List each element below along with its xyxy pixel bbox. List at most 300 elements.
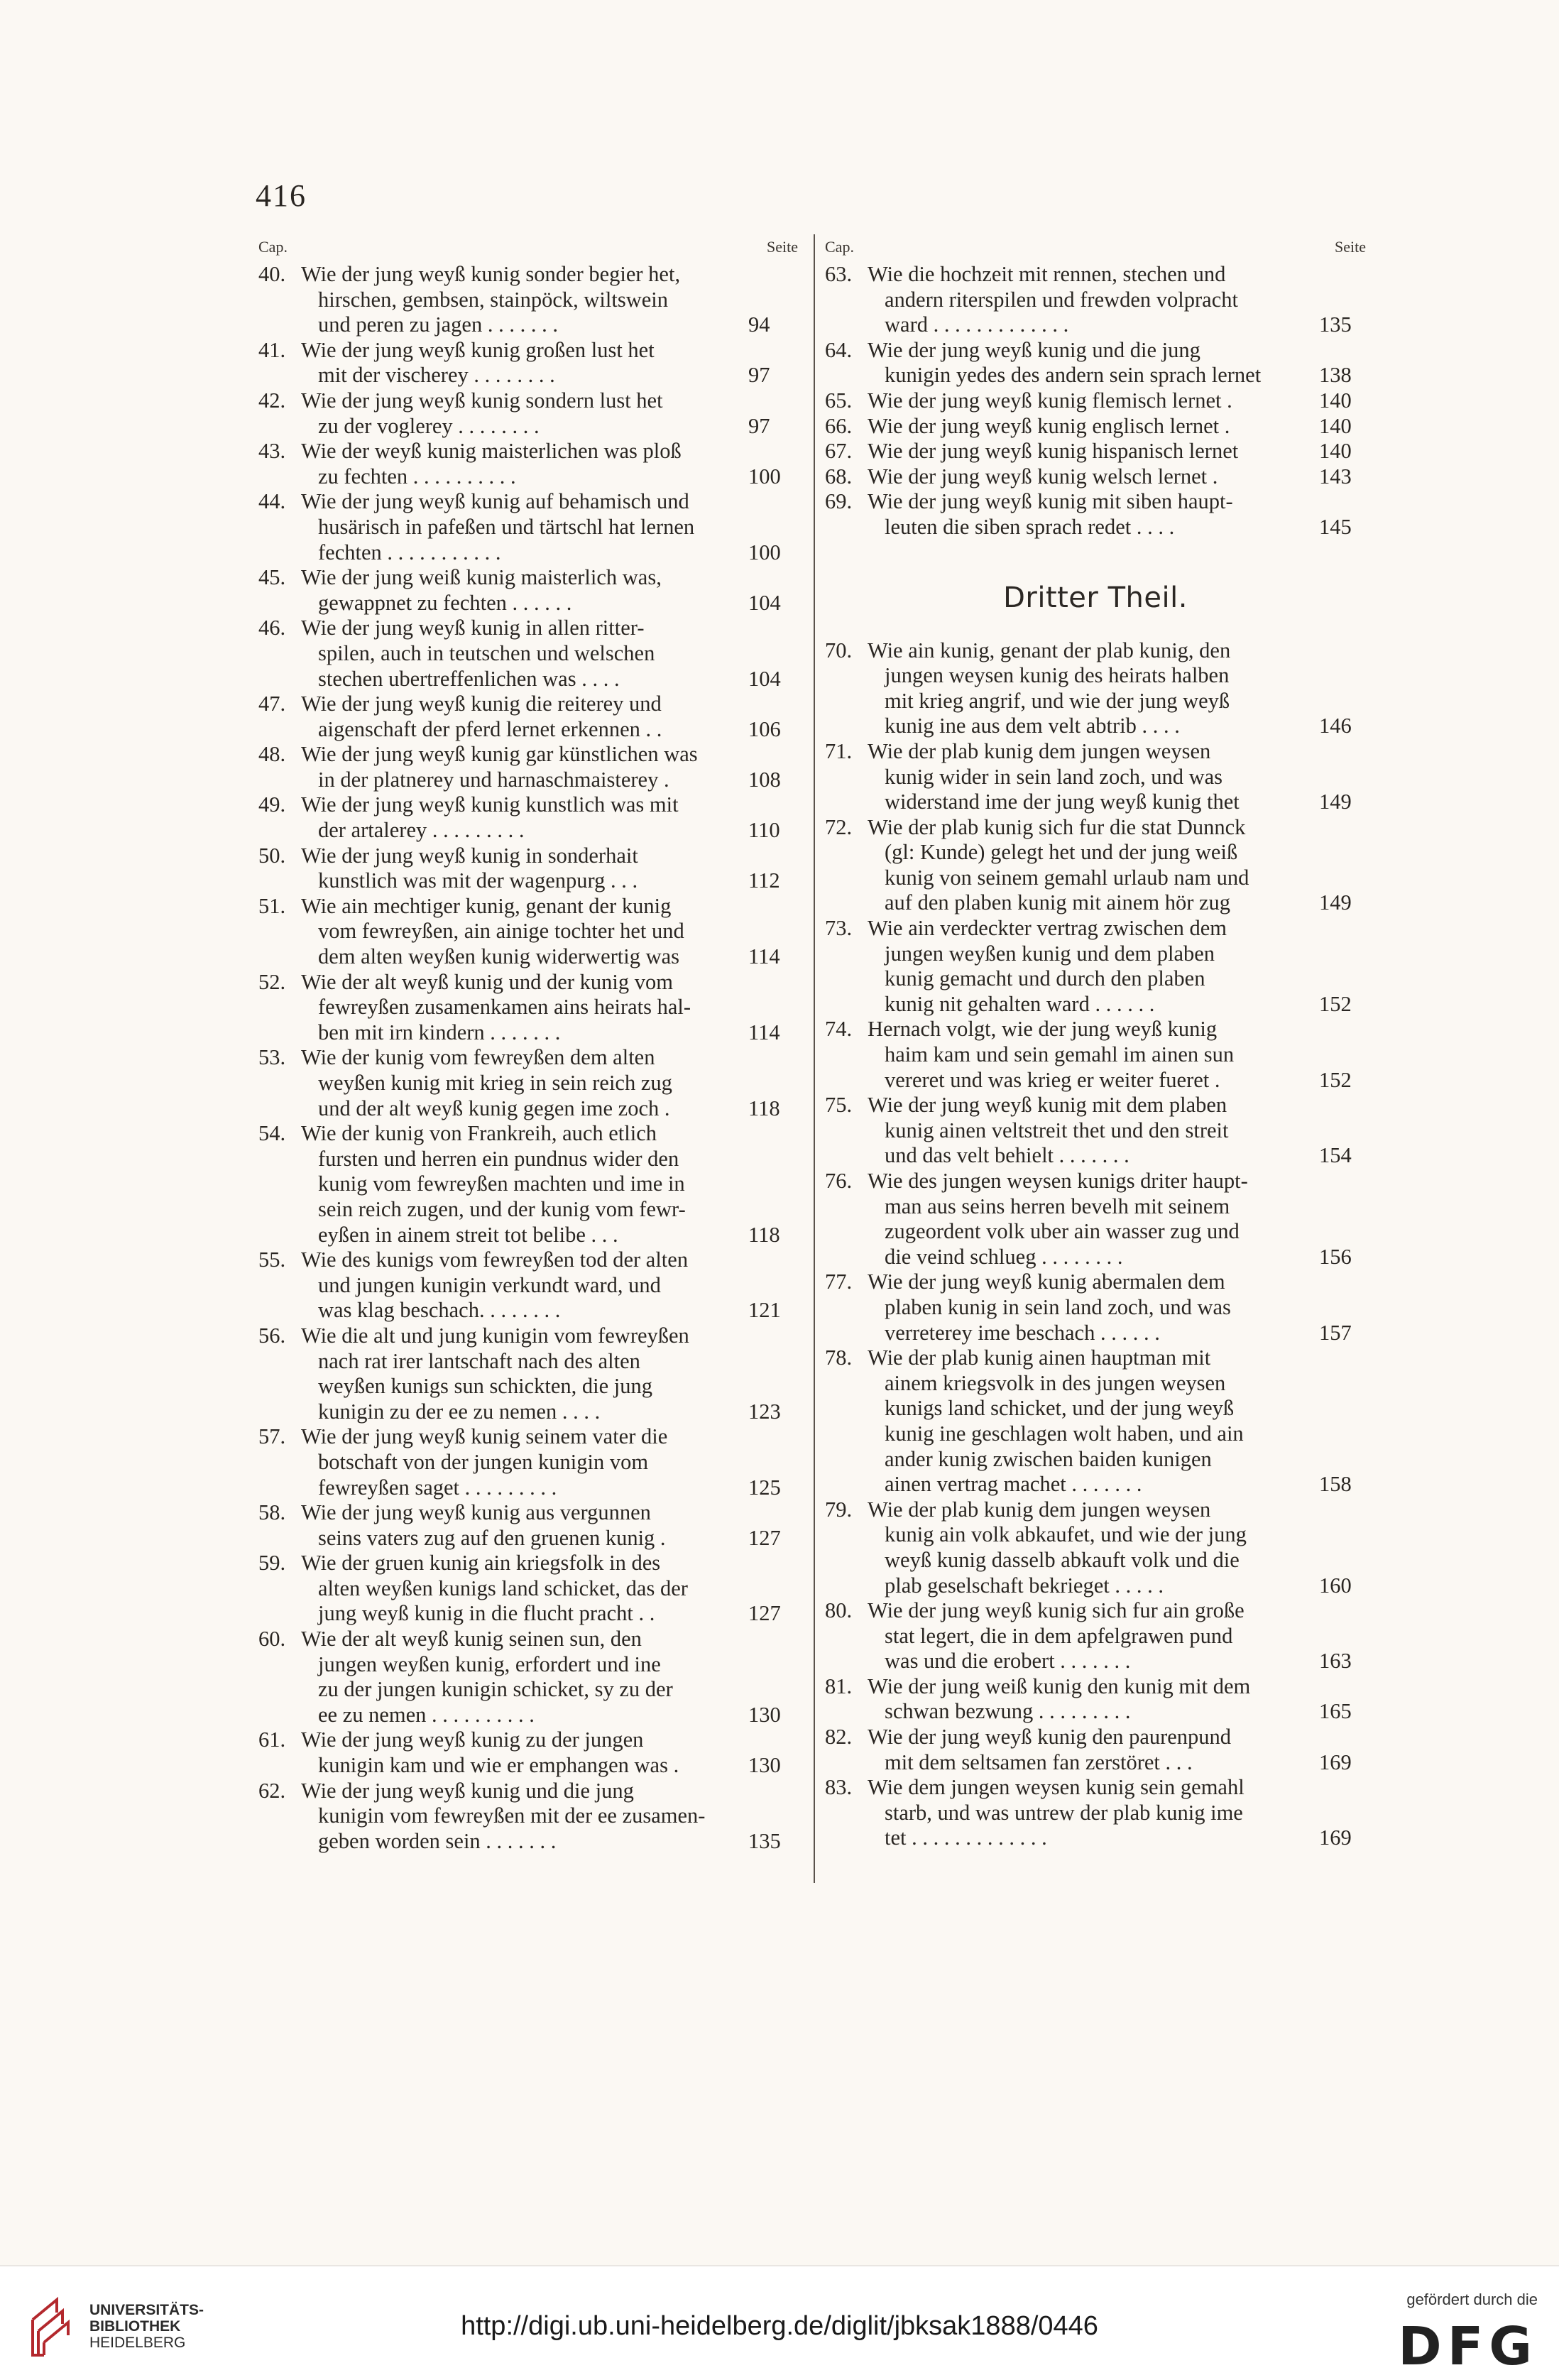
toc-entry xyxy=(258,338,798,388)
chapter-title-line: alten weyßen kunigs land schicket, das der xyxy=(318,1576,688,1600)
chapter-title-line: vereret und was krieg er weiter fueret . xyxy=(885,1067,1220,1092)
chapter-title-line: Wie der plab kunig dem jungen weysen xyxy=(868,1497,1211,1522)
page-reference: 165 xyxy=(1319,1699,1352,1724)
page-reference: 127 xyxy=(748,1525,781,1550)
chapter-number: 49. xyxy=(258,792,286,817)
chapter-number: 73. xyxy=(825,916,853,941)
chapter-number: 70. xyxy=(825,638,853,662)
chapter-title-line: zu fechten . . . . . . . . . . xyxy=(318,464,516,488)
chapter-title xyxy=(301,1424,798,1500)
chapter-title xyxy=(868,414,1366,440)
chapter-title-line: ben mit irn kindern . . . . . . . xyxy=(318,1020,561,1044)
chapter-title-line: und der alt weyß kunig gegen ime zoch . xyxy=(318,1096,670,1120)
chapter-title-line: Wie der jung weyß kunig die reiterey und xyxy=(301,692,662,716)
chapter-title-line: Wie ain verdeckter vertrag zwischen dem xyxy=(868,916,1227,941)
toc-entry xyxy=(825,1169,1366,1270)
chapter-number: 79. xyxy=(825,1497,853,1522)
chapter-title-line: Wie der jung weyß kunig in allen ritter- xyxy=(301,616,645,640)
chapter-title-line: fewreyßen zusamenkamen ains heirats hal- xyxy=(318,995,691,1020)
page-reference: 118 xyxy=(748,1222,780,1247)
chapter-title xyxy=(868,388,1366,414)
toc-entry xyxy=(825,638,1366,739)
chapter-title-line: Wie des kunigs vom fewreyßen tod der alten xyxy=(301,1248,689,1272)
toc-entry xyxy=(825,262,1366,338)
page-reference: 149 xyxy=(1319,790,1352,814)
chapter-title-line: die veind schlueg . . . . . . . . xyxy=(885,1244,1123,1269)
chapter-title-line: fursten und herren ein pundnus wider den xyxy=(318,1146,679,1171)
chapter-title-line: Wie der jung weyß kunig in sonderhait xyxy=(301,843,638,868)
chapter-title xyxy=(301,439,798,489)
toc-entry xyxy=(825,388,1366,414)
page-reference: 104 xyxy=(748,590,781,615)
chapter-title-line: Wie der jung weyß kunig abermalen dem xyxy=(868,1270,1225,1294)
chapter-number: 62. xyxy=(258,1778,286,1803)
chapter-title xyxy=(868,815,1366,916)
column-header xyxy=(258,238,798,262)
chapter-title xyxy=(868,262,1366,338)
toc-entry xyxy=(258,692,798,742)
chapter-title xyxy=(868,1775,1366,1851)
chapter-title-line: in der platnerey und harnaschmaisterey . xyxy=(318,767,669,792)
page-reference: 97 xyxy=(748,363,770,388)
toc-entry xyxy=(825,1674,1366,1725)
chapter-title xyxy=(301,388,798,439)
chapter-title-line: und jungen kunigin verkundt ward, und xyxy=(318,1272,661,1297)
toc-entry xyxy=(258,565,798,616)
page-reference: 158 xyxy=(1319,1472,1352,1497)
toc-entries xyxy=(258,262,798,1854)
chapter-title-line: Wie der jung weyß kunig sondern lust het xyxy=(301,388,663,413)
chapter-title-line: gewappnet zu fechten . . . . . . xyxy=(318,590,572,615)
chapter-title xyxy=(301,1727,798,1778)
chapter-title-line: Wie die alt und jung kunigin vom fewreyßen xyxy=(301,1323,689,1348)
page-reference: 114 xyxy=(748,944,780,969)
chapter-title-line: kunig wider in sein land zoch, und was xyxy=(885,764,1223,789)
page-reference: 135 xyxy=(748,1828,781,1853)
chapter-title xyxy=(868,1169,1366,1270)
chapter-title-line: jungen weyßen kunig, erfordert und ine xyxy=(318,1652,661,1676)
toc-entry xyxy=(825,1598,1366,1674)
chapter-title-line: ainem kriegsvolk in des jungen weysen xyxy=(885,1370,1226,1395)
chapter-title-line: (gl: Kunde) gelegt het und der jung weiß xyxy=(885,840,1238,865)
chapter-title-line: Wie ain kunig, genant der plab kunig, den xyxy=(868,638,1231,662)
toc-entry xyxy=(258,1727,798,1778)
chapter-title-line: kunig ine geschlagen wolt haben, und ain xyxy=(885,1421,1244,1446)
chapter-title xyxy=(301,1045,798,1121)
chapter-title-line: weyßen kunigs sun schickten, die jung xyxy=(318,1374,652,1399)
toc-entry xyxy=(825,1725,1366,1775)
chapter-title-line: Wie der plab kunig dem jungen weysen xyxy=(868,738,1211,763)
toc-entry xyxy=(258,792,798,843)
page-reference: 123 xyxy=(748,1399,781,1424)
chapter-number: 80. xyxy=(825,1598,853,1623)
page-reference: 106 xyxy=(748,716,781,741)
chapter-title-line: Wie die hochzeit mit rennen, stechen und xyxy=(868,262,1226,286)
chapter-title xyxy=(301,1779,798,1855)
page-reference: 94 xyxy=(748,312,770,337)
chapter-title-line: ander kunig zwischen baiden kunigen xyxy=(885,1446,1212,1471)
chapter-title-line: Wie der jung weyß kunig und die jung xyxy=(868,337,1200,362)
chapter-title-line: kunig vom fewreyßen machten und ime in xyxy=(318,1172,685,1196)
toc-entry xyxy=(825,489,1366,540)
chapter-title-line: Wie der plab kunig sich fur die stat Dunnck xyxy=(868,814,1246,839)
toc-entry xyxy=(825,739,1366,815)
chapter-title xyxy=(301,1551,798,1627)
chapter-title-line: kunigs land schicket, und der jung weyß xyxy=(885,1396,1235,1421)
chapter-title xyxy=(301,1627,798,1727)
chapter-title-line: kunig ainen veltstreit thet und den streit xyxy=(885,1118,1229,1142)
chapter-title xyxy=(301,894,798,970)
chapter-title-line: seins vaters zug auf den gruenen kunig . xyxy=(318,1525,666,1550)
chapter-title xyxy=(301,742,798,792)
chapter-number: 66. xyxy=(825,413,853,438)
chapter-number: 52. xyxy=(258,969,286,994)
chapter-title-line: zu der jungen kunigin schicket, sy zu der xyxy=(318,1677,673,1702)
chapter-title xyxy=(868,1598,1366,1674)
dfg-logo: DFG xyxy=(1398,2316,1538,2377)
chapter-title xyxy=(868,338,1366,388)
toc-entries xyxy=(825,262,1366,540)
toc-entry xyxy=(825,464,1366,490)
chapter-title xyxy=(868,1093,1366,1169)
toc-entry xyxy=(258,388,798,439)
toc-left-column xyxy=(258,238,798,1854)
toc-entry xyxy=(825,1270,1366,1345)
chapter-title-line: Wie der jung weyß kunig seinem vater die xyxy=(301,1424,668,1449)
chapter-title-line: jungen weyßen kunig und dem plaben xyxy=(885,941,1215,966)
chapter-title-line: Wie der kunig vom fewreyßen dem alten xyxy=(301,1045,655,1070)
chapter-title-line: Wie der alt weyß kunig seinen sun, den xyxy=(301,1627,642,1652)
page-reference: 140 xyxy=(1319,439,1352,464)
chapter-title-line: und peren zu jagen . . . . . . . xyxy=(318,312,558,337)
chapter-title xyxy=(868,638,1366,739)
page-reference: 143 xyxy=(1319,464,1352,488)
toc-entry xyxy=(258,1248,798,1323)
toc-entry xyxy=(258,1627,798,1727)
page-reference: 152 xyxy=(1319,1067,1352,1092)
chapter-number: 68. xyxy=(825,464,853,488)
page-reference: 169 xyxy=(1319,1749,1352,1774)
chapter-title-line: kunig gemacht und durch den plaben xyxy=(885,966,1205,991)
page-number: 416 xyxy=(256,178,307,213)
chapter-title-line: husärisch in pafeßen und tärtschl hat lernen xyxy=(318,514,695,539)
seite-header: Seite xyxy=(767,238,798,256)
toc-entry xyxy=(258,1121,798,1248)
chapter-title-line: stat legert, die in dem apfelgrawen pund xyxy=(885,1623,1233,1648)
toc-entry xyxy=(825,439,1366,464)
toc-entry xyxy=(825,815,1366,916)
chapter-title-line: ward . . . . . . . . . . . . . xyxy=(885,312,1069,337)
chapter-title xyxy=(301,692,798,742)
chapter-title xyxy=(868,1674,1366,1725)
chapter-title-line: kunig ine aus dem velt abtrib . . . . xyxy=(885,714,1180,738)
chapter-title xyxy=(301,1248,798,1323)
chapter-title-line: Wie der plab kunig ainen hauptman mit xyxy=(868,1345,1211,1370)
cap-header: Cap. xyxy=(258,238,288,256)
chapter-title xyxy=(868,464,1366,490)
toc-entry xyxy=(258,1323,798,1424)
chapter-title-line: Wie der jung weyß kunig gar künstlichen was xyxy=(301,742,698,767)
toc-entry xyxy=(258,844,798,894)
column-header xyxy=(825,238,1366,262)
chapter-title xyxy=(301,844,798,894)
chapter-title-line: plab geselschaft bekrieget . . . . . xyxy=(885,1573,1164,1598)
toc-entry xyxy=(258,970,798,1046)
chapter-title-line: Wie der jung weyß kunig und die jung xyxy=(301,1778,634,1803)
page-reference: 169 xyxy=(1319,1825,1352,1850)
chapter-title-line: stechen ubertreffenlichen was . . . . xyxy=(318,666,620,691)
chapter-title xyxy=(301,338,798,388)
chapter-number: 67. xyxy=(825,439,853,464)
chapter-number: 51. xyxy=(258,893,286,918)
chapter-title-line: botschaft von der jungen kunigin vom xyxy=(318,1449,649,1474)
toc-entry xyxy=(258,1045,798,1121)
chapter-number: 47. xyxy=(258,692,286,716)
chapter-number: 65. xyxy=(825,388,853,413)
page-reference: 127 xyxy=(748,1601,781,1626)
page-reference: 149 xyxy=(1319,890,1352,915)
chapter-number: 69. xyxy=(825,489,853,514)
chapter-title-line: tet . . . . . . . . . . . . . xyxy=(885,1825,1047,1850)
page-reference: 97 xyxy=(748,413,770,438)
chapter-title-line: nach rat irer lantschaft nach des alten xyxy=(318,1348,640,1373)
chapter-title-line: was und die erobert . . . . . . . xyxy=(885,1649,1131,1674)
toc-entry xyxy=(825,1497,1366,1598)
chapter-title-line: Wie der jung weyß kunig großen lust het xyxy=(301,337,655,362)
chapter-number: 53. xyxy=(258,1045,286,1070)
chapter-number: 78. xyxy=(825,1345,853,1370)
chapter-title-line: Wie der jung weyß kunig den paurenpund xyxy=(868,1725,1232,1749)
page-reference: 130 xyxy=(748,1702,781,1727)
chapter-title-line: der artalerey . . . . . . . . . xyxy=(318,818,525,843)
page-reference: 100 xyxy=(748,540,781,564)
chapter-title-line: Wie der jung weyß kunig kunstlich was mit xyxy=(301,792,679,817)
chapter-title-line: zu der voglerey . . . . . . . . xyxy=(318,413,540,438)
chapter-title-line: auf den plaben kunig mit ainem hör zug xyxy=(885,890,1231,915)
source-url-link[interactable]: http://digi.ub.uni-heidelberg.de/diglit/jbksak1888/0446 xyxy=(461,2311,1098,2341)
chapter-title-line: weyß kunig dasselb abkauft volk und die xyxy=(885,1547,1240,1572)
page-reference: 154 xyxy=(1319,1143,1352,1168)
chapter-title-line: jung weyß kunig in die flucht pracht . . xyxy=(318,1601,655,1626)
chapter-number: 43. xyxy=(258,439,286,464)
chapter-title xyxy=(868,1725,1366,1775)
chapter-title xyxy=(301,616,798,692)
chapter-title-line: sein reich zugen, und der kunig vom fewr- xyxy=(318,1196,686,1221)
chapter-title xyxy=(301,262,798,338)
page-reference: 163 xyxy=(1319,1649,1352,1674)
chapter-title-line: ee zu nemen . . . . . . . . . . xyxy=(318,1702,535,1727)
page-reference: 156 xyxy=(1319,1244,1352,1269)
toc-entry xyxy=(258,489,798,565)
chapter-title-line: schwan bezwung . . . . . . . . . xyxy=(885,1699,1131,1724)
chapter-title xyxy=(301,970,798,1046)
chapter-title-line: weyßen kunig mit krieg in sein reich zug xyxy=(318,1071,672,1095)
chapter-title-line: leuten die siben sprach redet . . . . xyxy=(885,514,1175,539)
chapter-title-line: Wie der jung weyß kunig mit siben haupt- xyxy=(868,489,1233,514)
chapter-number: 56. xyxy=(258,1323,286,1348)
toc-entry xyxy=(825,1345,1366,1497)
chapter-number: 60. xyxy=(258,1627,286,1652)
toc-entry xyxy=(258,1500,798,1551)
page-reference: 108 xyxy=(748,767,781,792)
toc-entries xyxy=(825,638,1366,1852)
chapter-number: 42. xyxy=(258,388,286,413)
page-reference: 118 xyxy=(748,1096,780,1120)
chapter-number: 77. xyxy=(825,1270,853,1294)
chapter-title xyxy=(868,916,1366,1017)
toc-entry xyxy=(825,338,1366,388)
chapter-title-line: Wie der jung weyß kunig zu der jungen xyxy=(301,1727,644,1752)
chapter-title-line: mit krieg angrif, und wie der jung weyß xyxy=(885,688,1230,713)
chapter-title xyxy=(868,1017,1366,1093)
page-reference: 135 xyxy=(1319,312,1352,337)
chapter-title xyxy=(868,1345,1366,1497)
chapter-title-line: dem alten weyßen kunig widerwertig was xyxy=(318,944,680,969)
chapter-title-line: vom fewreyßen, ain ainige tochter het und xyxy=(318,919,684,944)
toc-entry xyxy=(258,894,798,970)
chapter-title-line: Wie der jung weyß kunig hispanisch lernet xyxy=(868,439,1239,464)
library-name-line: BIBLIOTHEK xyxy=(89,2318,181,2335)
chapter-title-line: kunstlich was mit der wagenpurg . . . xyxy=(318,868,638,893)
chapter-title-line: hirschen, gembsen, stainpöck, wiltswein xyxy=(318,287,668,312)
page-reference: 140 xyxy=(1319,413,1352,438)
toc-entry xyxy=(258,262,798,338)
chapter-number: 63. xyxy=(825,262,853,286)
toc-entry xyxy=(825,1093,1366,1169)
chapter-title-line: Wie der alt weyß kunig und der kunig vom xyxy=(301,969,673,994)
chapter-title-line: Wie der jung weyß kunig aus vergunnen xyxy=(301,1500,651,1525)
chapter-number: 81. xyxy=(825,1674,853,1698)
chapter-title-line: Wie des jungen weysen kunigs driter haupt- xyxy=(868,1169,1248,1193)
chapter-title-line: was klag beschach. . . . . . . . xyxy=(318,1298,561,1323)
page-reference: 152 xyxy=(1319,991,1352,1016)
toc-entry xyxy=(825,1017,1366,1093)
chapter-title-line: haim kam und sein gemahl im ainen sun xyxy=(885,1042,1235,1067)
chapter-number: 54. xyxy=(258,1121,286,1146)
chapter-number: 72. xyxy=(825,814,853,839)
chapter-title-line: zugeordent volk uber ain wasser zug und xyxy=(885,1219,1240,1244)
page-reference: 125 xyxy=(748,1475,781,1500)
page-reference: 146 xyxy=(1319,714,1352,738)
chapter-title-line: Wie der jung weyß kunig englisch lernet . xyxy=(868,413,1230,438)
page-reference: 110 xyxy=(748,818,780,843)
page-reference: 157 xyxy=(1319,1320,1352,1345)
chapter-title-line: Wie der weyß kunig maisterlichen was ploß xyxy=(301,439,682,464)
chapter-title-line: Wie der jung weiß kunig den kunig mit dem xyxy=(868,1674,1251,1698)
funded-by-label: gefördert durch die xyxy=(1406,2291,1538,2308)
chapter-title-line: starb, und was untrew der plab kunig ime xyxy=(885,1800,1243,1825)
toc-entry xyxy=(825,414,1366,440)
chapter-number: 45. xyxy=(258,565,286,590)
chapter-number: 71. xyxy=(825,738,853,763)
page-reference: 100 xyxy=(748,464,781,488)
chapter-number: 40. xyxy=(258,262,286,286)
chapter-title-line: und das velt behielt . . . . . . . xyxy=(885,1143,1129,1168)
chapter-number: 82. xyxy=(825,1725,853,1749)
chapter-title-line: kunigin vom fewreyßen mit der ee zusamen- xyxy=(318,1803,706,1828)
toc-entry xyxy=(258,1424,798,1500)
chapter-number: 57. xyxy=(258,1424,286,1449)
page-reference: 138 xyxy=(1319,363,1352,388)
chapter-title-line: fechten . . . . . . . . . . . xyxy=(318,540,501,564)
chapter-number: 59. xyxy=(258,1551,286,1576)
chapter-title-line: Wie der jung weiß kunig maisterlich was, xyxy=(301,565,662,590)
chapter-title xyxy=(868,1270,1366,1345)
page-reference: 140 xyxy=(1319,388,1352,413)
chapter-number: 46. xyxy=(258,616,286,640)
chapter-title-line: ainen vertrag machet . . . . . . . xyxy=(885,1472,1142,1497)
page-reference: 145 xyxy=(1319,514,1352,539)
chapter-title-line: spilen, auch in teutschen und welschen xyxy=(318,640,655,665)
chapter-title-line: Wie der kunig von Frankreih, auch etlich xyxy=(301,1121,657,1146)
chapter-title xyxy=(301,565,798,616)
chapter-number: 76. xyxy=(825,1169,853,1193)
chapter-title xyxy=(301,1500,798,1551)
toc-entry xyxy=(825,916,1366,1017)
chapter-number: 64. xyxy=(825,337,853,362)
chapter-title-line: verreterey ime beschach . . . . . . xyxy=(885,1320,1160,1345)
chapter-title-line: jungen weysen kunig des heirats halben xyxy=(885,663,1230,688)
chapter-title-line: kunig nit gehalten ward . . . . . . xyxy=(885,991,1155,1016)
chapter-title-line: aigenschaft der pferd lernet erkennen . . xyxy=(318,716,662,741)
chapter-title-line: Hernach volgt, wie der jung weyß kunig xyxy=(868,1017,1218,1042)
chapter-title xyxy=(868,489,1366,540)
chapter-title-line: widerstand ime der jung weyß kunig thet xyxy=(885,790,1240,814)
toc-entry xyxy=(258,742,798,792)
section-heading: Dritter Theil. xyxy=(1003,581,1188,614)
chapter-title-line: Wie der jung weyß kunig mit dem plaben xyxy=(868,1093,1227,1118)
page-reference: 130 xyxy=(748,1753,781,1778)
chapter-title-line: Wie der jung weyß kunig welsch lernet . xyxy=(868,464,1218,488)
chapter-title-line: Wie ain mechtiger kunig, genant der kunig xyxy=(301,893,672,918)
toc-entry xyxy=(825,1775,1366,1851)
chapter-title-line: andern riterspilen und frewden volpracht xyxy=(885,287,1238,312)
chapter-number: 48. xyxy=(258,742,286,767)
chapter-title-line: Wie dem jungen weysen kunig sein gemahl xyxy=(868,1775,1245,1800)
library-name-line: UNIVERSITÄTS- xyxy=(89,2302,204,2318)
chapter-title xyxy=(301,1323,798,1424)
chapter-number: 83. xyxy=(825,1775,853,1800)
chapter-title-line: eyßen in ainem streit tot belibe . . . xyxy=(318,1222,618,1247)
chapter-title-line: Wie der gruen kunig ain kriegsfolk in des xyxy=(301,1551,661,1576)
page-reference: 112 xyxy=(748,868,780,893)
chapter-title-line: mit der vischerey . . . . . . . . xyxy=(318,363,555,388)
toc-entry xyxy=(258,1779,798,1855)
chapter-title-line: kunig von seinem gemahl urlaub nam und xyxy=(885,865,1249,890)
chapter-number: 44. xyxy=(258,489,286,514)
chapter-title xyxy=(868,1497,1366,1598)
chapter-title-line: kunigin zu der ee zu nemen . . . . xyxy=(318,1399,601,1424)
chapter-title-line: kunig ain volk abkaufet, und wie der jung xyxy=(885,1522,1247,1547)
chapter-title-line: Wie der jung weyß kunig auf behamisch und xyxy=(301,489,689,514)
library-name-line: HEIDELBERG xyxy=(89,2335,186,2351)
chapter-title xyxy=(301,489,798,565)
page-reference: 160 xyxy=(1319,1573,1352,1598)
chapter-title xyxy=(301,1121,798,1248)
chapter-title-line: Wie der jung weyß kunig sonder begier het, xyxy=(301,262,681,286)
chapter-title-line: Wie der jung weyß kunig sich fur ain große xyxy=(868,1598,1245,1623)
toc-entry xyxy=(258,439,798,489)
chapter-number: 55. xyxy=(258,1248,286,1272)
chapter-number: 61. xyxy=(258,1727,286,1752)
toc-entry xyxy=(258,1551,798,1627)
column-divider xyxy=(814,234,815,1883)
chapter-number: 74. xyxy=(825,1017,853,1042)
chapter-title-line: plaben kunig in sein land zoch, und was xyxy=(885,1294,1231,1319)
seite-header: Seite xyxy=(1335,238,1366,256)
chapter-number: 58. xyxy=(258,1500,286,1525)
chapter-title-line: geben worden sein . . . . . . . xyxy=(318,1828,557,1853)
